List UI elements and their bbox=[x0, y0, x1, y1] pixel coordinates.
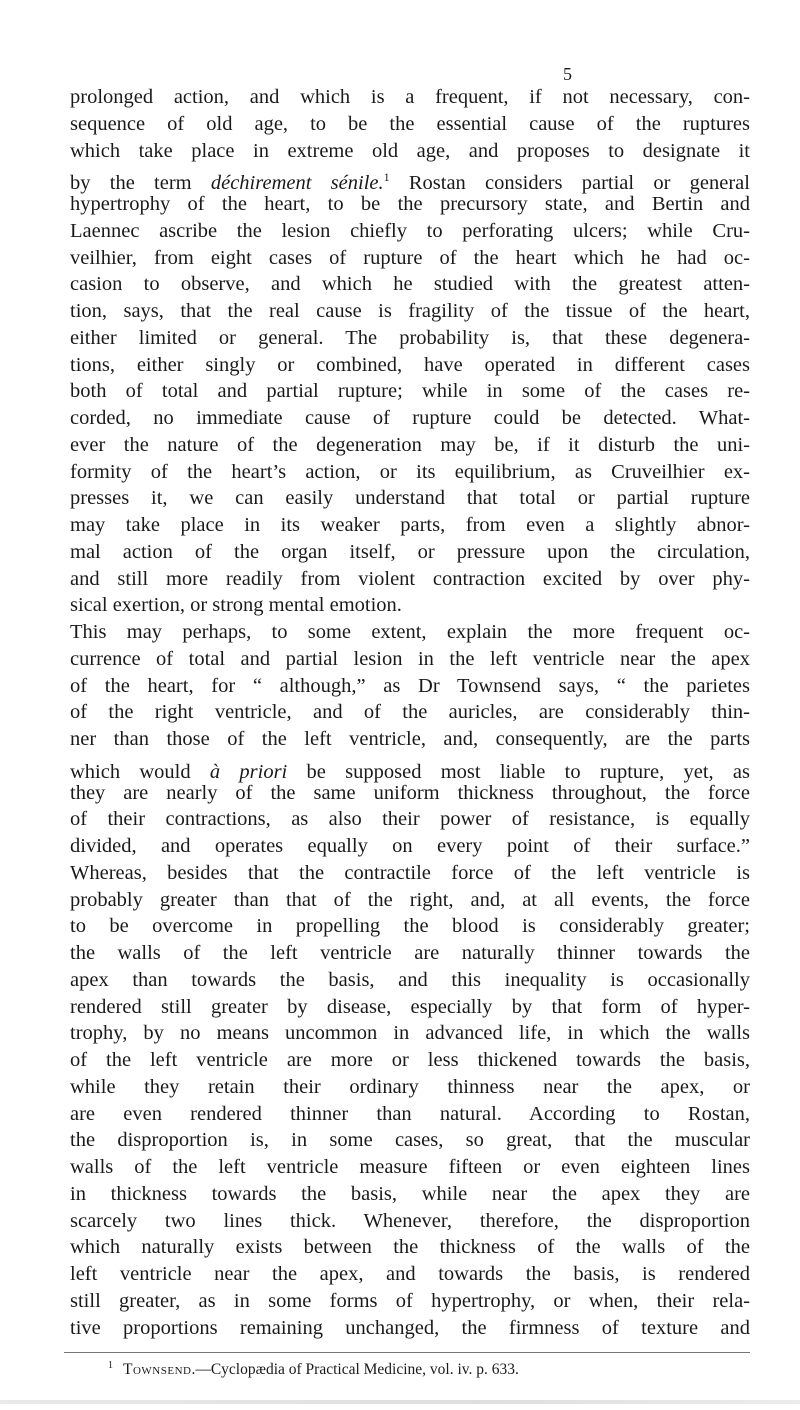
text-line bbox=[70, 164, 750, 195]
text-segment: Rostan considers partial or general bbox=[389, 172, 750, 195]
text-line: of the left ventricle are more or less thickened towards the basis, bbox=[70, 1049, 750, 1071]
text-line: prolonged action, and which is a frequent, if not necessary, con- bbox=[70, 86, 750, 108]
text-line: which naturally exists between the thickness of the walls of the bbox=[70, 1236, 750, 1259]
text-segment: by the term bbox=[70, 172, 211, 195]
text-line: are even rendered thinner than natural. According to Rostan, bbox=[70, 1102, 750, 1125]
footnote bbox=[108, 1360, 519, 1379]
italic-term: à priori bbox=[209, 760, 288, 783]
text-segment: be supposed most liable to rupture, yet, as bbox=[287, 760, 750, 783]
text-line: trophy, by no means uncommon in advanced life, in which the walls bbox=[70, 1022, 750, 1045]
text-line: sical exertion, or strong mental emotion. bbox=[70, 594, 402, 617]
text-line: apex than towards the basis, and this inequality is occasionally bbox=[70, 968, 750, 991]
text-line: mal action of the organ itself, or pressure upon the circulation, bbox=[70, 540, 750, 563]
text-line: of their contractions, as also their power of resistance, is equally bbox=[70, 808, 750, 831]
text-line: formity of the heart’s action, or its equilibrium, as Cruveilhier ex- bbox=[70, 460, 750, 483]
footnote-text: .—Cyclopædia of Practical Medicine, vol. iv. p. 633. bbox=[191, 1361, 519, 1379]
text-line: probably greater than that of the right, and, at all events, the force bbox=[70, 888, 750, 911]
text-line: hypertrophy of the heart, to be the precursory state, and Bertin and bbox=[70, 193, 750, 215]
text-line: divided, and operates equally on every point of their surface.” bbox=[70, 835, 750, 857]
text-line: both of total and partial rupture; while in some of the cases re- bbox=[70, 380, 750, 403]
text-line: which take place in extreme old age, and proposes to designate it bbox=[70, 139, 750, 162]
text-line: and still more readily from violent contraction excited by over phy- bbox=[70, 567, 750, 590]
italic-term: déchirement sénile. bbox=[210, 172, 384, 195]
text-line: of the right ventricle, and of the auricles, are considerably thin- bbox=[70, 701, 750, 724]
text-line: to be overcome in propelling the blood is considerably greater; bbox=[70, 915, 750, 938]
text-segment: which would bbox=[70, 760, 210, 783]
footnote-marker: 1 bbox=[108, 1360, 113, 1371]
text-line: while they retain their ordinary thinness near the apex, or bbox=[70, 1075, 750, 1098]
text-line: Laennec ascribe the lesion chiefly to perforating ulcers; while Cru- bbox=[70, 219, 750, 242]
text-line: left ventricle near the apex, and towards the basis, is rendered bbox=[70, 1263, 750, 1285]
text-line: tions, either singly or combined, have operated in different cases bbox=[70, 353, 750, 376]
text-line: still greater, as in some forms of hypertrophy, or when, their rela- bbox=[70, 1289, 750, 1312]
text-line: ever the nature of the degeneration may be, if it disturb the uni- bbox=[70, 433, 750, 456]
text-line: rendered still greater by disease, especially by that form of hyper- bbox=[70, 995, 750, 1018]
text-line: scarcely two lines thick. Whenever, therefore, the disproportion bbox=[70, 1209, 750, 1232]
text-line: casion to observe, and which he studied with the greatest atten- bbox=[70, 273, 750, 296]
footnote-author: Townsend bbox=[123, 1361, 192, 1379]
footnote-ref: 1 bbox=[383, 170, 390, 185]
text-line: veilhier, from eight cases of rupture of the heart which he had oc- bbox=[70, 246, 750, 269]
text-line: ner than those of the left ventricle, and, consequently, are the parts bbox=[70, 728, 750, 750]
text-line: tion, says, that the real cause is fragility of the tissue of the heart, bbox=[70, 300, 750, 322]
text-line: tive proportions remaining unchanged, the firmness of texture and bbox=[70, 1316, 750, 1339]
text-line: presses it, we can easily understand that total or partial rupture bbox=[70, 487, 750, 510]
footnote-rule bbox=[64, 1352, 750, 1353]
text-line: Whereas, besides that the contractile force of the left ventricle is bbox=[70, 861, 750, 884]
text-line: in thickness towards the basis, while near the apex they are bbox=[70, 1182, 750, 1205]
text-line: sequence of old age, to be the essential cause of the ruptures bbox=[70, 112, 750, 135]
text-line: they are nearly of the same uniform thickness throughout, the force bbox=[70, 781, 750, 804]
text-line: the walls of the left ventricle are naturally thinner towards the bbox=[70, 942, 750, 964]
body-text bbox=[70, 84, 750, 1341]
text-line: corded, no immediate cause of rupture could be detected. What- bbox=[70, 407, 750, 429]
page-number: 5 bbox=[563, 64, 572, 84]
text-line: This may perhaps, to some extent, explain the more frequent oc- bbox=[70, 621, 750, 643]
text-line bbox=[70, 753, 750, 783]
text-line: walls of the left ventricle measure fifteen or even eighteen lines bbox=[70, 1156, 750, 1178]
text-line: may take place in its weaker parts, from even a slightly abnor- bbox=[70, 514, 750, 536]
text-line: the disproportion is, in some cases, so great, that the muscular bbox=[70, 1129, 750, 1152]
scan-edge bbox=[0, 1400, 800, 1404]
text-line: currence of total and partial lesion in the left ventricle near the apex bbox=[70, 647, 750, 670]
text-line: of the heart, for “ although,” as Dr Townsend says, “ the parietes bbox=[70, 674, 750, 697]
text-line: either limited or general. The probability is, that these degenera- bbox=[70, 326, 750, 349]
